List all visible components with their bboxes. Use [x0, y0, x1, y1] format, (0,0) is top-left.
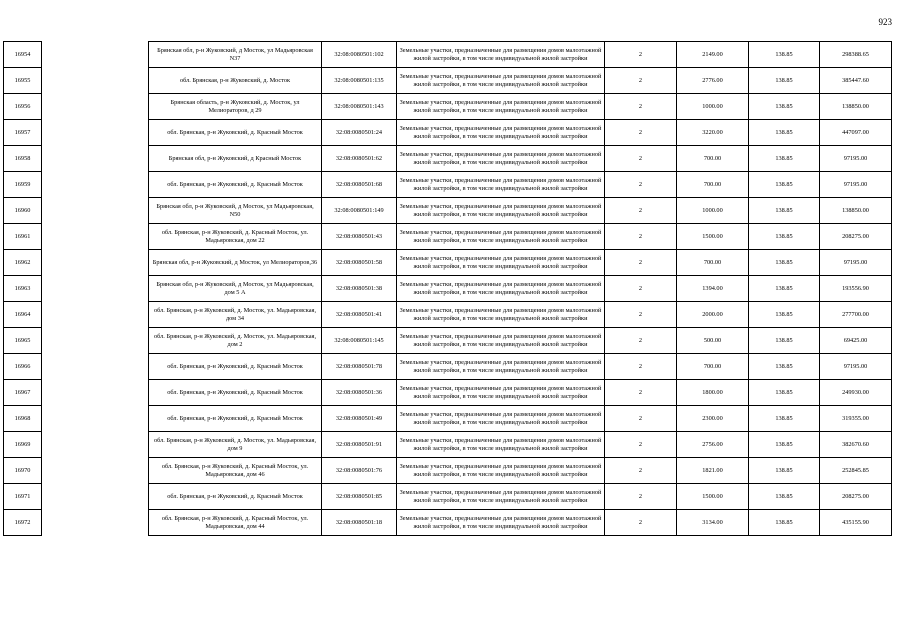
cell-cadastral-number: 32:08:0080501:102	[322, 42, 397, 68]
cell-area: 2756.00	[677, 432, 749, 458]
cell-area: 1821.00	[677, 458, 749, 484]
cell-spacer	[42, 120, 149, 146]
cell-permitted-use: Земельные участки, предназначенные для размещения домов малоэтажной жилой застройки, в том числе индивидуальной жилой застройки	[397, 146, 605, 172]
cell-address: обл. Брянская, р-н Жуковский, д. Мосток, ул. Мадьяровская, дом 9	[149, 432, 322, 458]
cell-cadastral-number: 32:08:0080501:43	[322, 224, 397, 250]
cell-cadastral-number: 32:08:0080501:78	[322, 354, 397, 380]
cell-area: 700.00	[677, 354, 749, 380]
cell-permitted-use: Земельные участки, предназначенные для размещения домов малоэтажной жилой застройки, в том числе индивидуальной жилой застройки	[397, 484, 605, 510]
cell-category: 2	[605, 484, 677, 510]
cell-category: 2	[605, 458, 677, 484]
land-registry-table	[3, 41, 892, 536]
cell-address: обл. Брянская, р-н Жуковский, д. Мосток, ул. Мадьяровская, дом 34	[149, 302, 322, 328]
table-row	[4, 406, 892, 432]
cell-specific-value: 138.85	[749, 198, 820, 224]
cell-permitted-use: Земельные участки, предназначенные для размещения домов малоэтажной жилой застройки, в том числе индивидуальной жилой застройки	[397, 68, 605, 94]
table-body	[4, 42, 892, 536]
cell-address: обл. Брянская, р-н Жуковский, д. Красный Мосток, ул. Мадьяровская, дом 44	[149, 510, 322, 536]
table-row	[4, 94, 892, 120]
cell-specific-value: 138.85	[749, 406, 820, 432]
cell-address: обл. Брянская, р-н Жуковский, д. Мосток	[149, 68, 322, 94]
cell-permitted-use: Земельные участки, предназначенные для размещения домов малоэтажной жилой застройки, в том числе индивидуальной жилой застройки	[397, 510, 605, 536]
cell-permitted-use: Земельные участки, предназначенные для размещения домов малоэтажной жилой застройки, в том числе индивидуальной жилой застройки	[397, 276, 605, 302]
cell-number: 16971	[4, 484, 42, 510]
cell-address: обл. Брянская, р-н Жуковский, д. Красный Мосток, ул. Мадьяровская, дом 46	[149, 458, 322, 484]
cell-specific-value: 138.85	[749, 510, 820, 536]
cell-number: 16955	[4, 68, 42, 94]
cell-spacer	[42, 484, 149, 510]
table-row	[4, 42, 892, 68]
cell-address: обл. Брянская, р-н Жуковский, д. Красный Мосток	[149, 172, 322, 198]
cell-cadastral-value: 319355.00	[820, 406, 892, 432]
cell-spacer	[42, 458, 149, 484]
table-row	[4, 380, 892, 406]
cell-cadastral-number: 32:08:0080501:38	[322, 276, 397, 302]
cell-cadastral-number: 32:08:0080501:41	[322, 302, 397, 328]
table-row	[4, 172, 892, 198]
cell-address: Брянская обл, р-н Жуковский, д Мосток, ул Мадьяровская, дом 5 А	[149, 276, 322, 302]
cell-cadastral-value: 193556.90	[820, 276, 892, 302]
cell-area: 2300.00	[677, 406, 749, 432]
cell-address: обл. Брянская, р-н Жуковский, д. Красный Мосток	[149, 120, 322, 146]
cell-cadastral-number: 32:08:0080501:145	[322, 328, 397, 354]
cell-category: 2	[605, 250, 677, 276]
cell-number: 16962	[4, 250, 42, 276]
cell-specific-value: 138.85	[749, 94, 820, 120]
cell-permitted-use: Земельные участки, предназначенные для размещения домов малоэтажной жилой застройки, в том числе индивидуальной жилой застройки	[397, 120, 605, 146]
cell-cadastral-number: 32:08:0080501:58	[322, 250, 397, 276]
cell-cadastral-value: 97195.00	[820, 354, 892, 380]
cell-address: обл. Брянская, р-н Жуковский, д. Красный Мосток	[149, 484, 322, 510]
cell-category: 2	[605, 302, 677, 328]
cell-category: 2	[605, 328, 677, 354]
table-row	[4, 432, 892, 458]
table-row	[4, 484, 892, 510]
cell-spacer	[42, 146, 149, 172]
cell-cadastral-value: 382670.60	[820, 432, 892, 458]
cell-specific-value: 138.85	[749, 302, 820, 328]
cell-specific-value: 138.85	[749, 458, 820, 484]
table-row	[4, 510, 892, 536]
cell-specific-value: 138.85	[749, 146, 820, 172]
cell-area: 2000.00	[677, 302, 749, 328]
cell-cadastral-value: 69425.00	[820, 328, 892, 354]
cell-cadastral-number: 32:08:0080501:18	[322, 510, 397, 536]
cell-category: 2	[605, 146, 677, 172]
cell-permitted-use: Земельные участки, предназначенные для размещения домов малоэтажной жилой застройки, в том числе индивидуальной жилой застройки	[397, 380, 605, 406]
cell-area: 1000.00	[677, 198, 749, 224]
cell-category: 2	[605, 380, 677, 406]
cell-permitted-use: Земельные участки, предназначенные для размещения домов малоэтажной жилой застройки, в том числе индивидуальной жилой застройки	[397, 458, 605, 484]
cell-permitted-use: Земельные участки, предназначенные для размещения домов малоэтажной жилой застройки, в том числе индивидуальной жилой застройки	[397, 328, 605, 354]
cell-area: 500.00	[677, 328, 749, 354]
cell-cadastral-value: 138850.00	[820, 94, 892, 120]
cell-category: 2	[605, 354, 677, 380]
cell-address: Брянская область, р-н Жуковский, д. Мосток, ул Мелиораторов, д 29	[149, 94, 322, 120]
cell-cadastral-value: 385447.60	[820, 68, 892, 94]
cell-area: 700.00	[677, 146, 749, 172]
cell-area: 3220.00	[677, 120, 749, 146]
cell-specific-value: 138.85	[749, 42, 820, 68]
table-row	[4, 302, 892, 328]
cell-cadastral-value: 138850.00	[820, 198, 892, 224]
cell-spacer	[42, 406, 149, 432]
cell-category: 2	[605, 120, 677, 146]
cell-cadastral-number: 32:08:0080501:91	[322, 432, 397, 458]
cell-cadastral-number: 32:08:0080501:143	[322, 94, 397, 120]
cell-spacer	[42, 68, 149, 94]
cell-spacer	[42, 302, 149, 328]
cell-permitted-use: Земельные участки, предназначенные для размещения домов малоэтажной жилой застройки, в том числе индивидуальной жилой застройки	[397, 94, 605, 120]
page-number: 923	[878, 17, 892, 27]
cell-spacer	[42, 250, 149, 276]
cell-area: 1800.00	[677, 380, 749, 406]
cell-number: 16970	[4, 458, 42, 484]
cell-category: 2	[605, 198, 677, 224]
table-row	[4, 120, 892, 146]
cell-cadastral-value: 97195.00	[820, 146, 892, 172]
cell-cadastral-number: 32:08:0080501:76	[322, 458, 397, 484]
cell-permitted-use: Земельные участки, предназначенные для размещения домов малоэтажной жилой застройки, в том числе индивидуальной жилой застройки	[397, 354, 605, 380]
cell-number: 16956	[4, 94, 42, 120]
cell-permitted-use: Земельные участки, предназначенные для размещения домов малоэтажной жилой застройки, в том числе индивидуальной жилой застройки	[397, 250, 605, 276]
cell-address: обл. Брянская, р-н Жуковский, д. Красный Мосток, ул. Мадьяровская, дом 22	[149, 224, 322, 250]
cell-address: обл. Брянская, р-н Жуковский, д. Красный Мосток	[149, 406, 322, 432]
cell-specific-value: 138.85	[749, 328, 820, 354]
cell-permitted-use: Земельные участки, предназначенные для размещения домов малоэтажной жилой застройки, в том числе индивидуальной жилой застройки	[397, 172, 605, 198]
cell-address: Брянская обл, р-н Жуковский, д Красный Мосток	[149, 146, 322, 172]
cell-cadastral-value: 97195.00	[820, 250, 892, 276]
cell-spacer	[42, 276, 149, 302]
cell-address: обл. Брянская, р-н Жуковский, д. Красный Мосток	[149, 354, 322, 380]
cell-permitted-use: Земельные участки, предназначенные для размещения домов малоэтажной жилой застройки, в том числе индивидуальной жилой застройки	[397, 42, 605, 68]
cell-number: 16964	[4, 302, 42, 328]
cell-cadastral-number: 32:08:0080501:135	[322, 68, 397, 94]
cell-number: 16966	[4, 354, 42, 380]
cell-spacer	[42, 328, 149, 354]
table-row	[4, 276, 892, 302]
cell-category: 2	[605, 68, 677, 94]
cell-specific-value: 138.85	[749, 276, 820, 302]
cell-specific-value: 138.85	[749, 68, 820, 94]
cell-category: 2	[605, 172, 677, 198]
cell-spacer	[42, 94, 149, 120]
cell-cadastral-value: 298388.65	[820, 42, 892, 68]
cell-spacer	[42, 432, 149, 458]
cell-permitted-use: Земельные участки, предназначенные для размещения домов малоэтажной жилой застройки, в том числе индивидуальной жилой застройки	[397, 224, 605, 250]
cell-number: 16967	[4, 380, 42, 406]
cell-spacer	[42, 42, 149, 68]
table-row	[4, 458, 892, 484]
cell-cadastral-value: 97195.00	[820, 172, 892, 198]
cell-address: обл. Брянская, р-н Жуковский, д. Красный Мосток	[149, 380, 322, 406]
cell-specific-value: 138.85	[749, 120, 820, 146]
cell-area: 1500.00	[677, 484, 749, 510]
cell-cadastral-value: 435155.90	[820, 510, 892, 536]
table-row	[4, 250, 892, 276]
cell-cadastral-number: 32:08:0080501:149	[322, 198, 397, 224]
cell-cadastral-value: 252845.85	[820, 458, 892, 484]
cell-category: 2	[605, 94, 677, 120]
cell-address: Брянская обл, р-н Жуковский, д Мосток, ул Мадьяровская N37	[149, 42, 322, 68]
cell-number: 16972	[4, 510, 42, 536]
cell-number: 16958	[4, 146, 42, 172]
cell-address: обл. Брянская, р-н Жуковский, д. Мосток, ул. Мадьяровская, дом 2	[149, 328, 322, 354]
table-row	[4, 198, 892, 224]
table-row	[4, 354, 892, 380]
cell-number: 16961	[4, 224, 42, 250]
cell-specific-value: 138.85	[749, 484, 820, 510]
cell-address: Брянская обл, р-н Жуковский, д Мосток, ул Мадьяровская, N50	[149, 198, 322, 224]
cell-permitted-use: Земельные участки, предназначенные для размещения домов малоэтажной жилой застройки, в том числе индивидуальной жилой застройки	[397, 406, 605, 432]
cell-permitted-use: Земельные участки, предназначенные для размещения домов малоэтажной жилой застройки, в том числе индивидуальной жилой застройки	[397, 302, 605, 328]
cell-category: 2	[605, 276, 677, 302]
cell-cadastral-value: 277700.00	[820, 302, 892, 328]
cell-area: 700.00	[677, 172, 749, 198]
cell-category: 2	[605, 224, 677, 250]
cell-category: 2	[605, 42, 677, 68]
cell-permitted-use: Земельные участки, предназначенные для размещения домов малоэтажной жилой застройки, в том числе индивидуальной жилой застройки	[397, 432, 605, 458]
cell-category: 2	[605, 510, 677, 536]
cell-number: 16960	[4, 198, 42, 224]
table-row	[4, 68, 892, 94]
cell-cadastral-number: 32:08:0080501:68	[322, 172, 397, 198]
cell-specific-value: 138.85	[749, 432, 820, 458]
cell-cadastral-number: 32:08:0080501:24	[322, 120, 397, 146]
cell-area: 1394.00	[677, 276, 749, 302]
cell-cadastral-number: 32:08:0080501:62	[322, 146, 397, 172]
cell-cadastral-number: 32:08:0080501:49	[322, 406, 397, 432]
table-row	[4, 146, 892, 172]
cell-address: Брянская обл, р-н Жуковский, д Мосток, ул Мелиораторов,36	[149, 250, 322, 276]
cell-number: 16963	[4, 276, 42, 302]
cell-spacer	[42, 380, 149, 406]
cell-area: 2149.00	[677, 42, 749, 68]
cell-spacer	[42, 224, 149, 250]
cell-area: 1000.00	[677, 94, 749, 120]
cell-specific-value: 138.85	[749, 380, 820, 406]
cell-number: 16957	[4, 120, 42, 146]
cell-area: 700.00	[677, 250, 749, 276]
cell-category: 2	[605, 432, 677, 458]
cell-specific-value: 138.85	[749, 354, 820, 380]
table-row	[4, 328, 892, 354]
cell-cadastral-value: 249930.00	[820, 380, 892, 406]
cell-specific-value: 138.85	[749, 172, 820, 198]
cell-category: 2	[605, 406, 677, 432]
cell-spacer	[42, 354, 149, 380]
cell-cadastral-number: 32:08:0080501:36	[322, 380, 397, 406]
cell-spacer	[42, 198, 149, 224]
cell-spacer	[42, 510, 149, 536]
cell-number: 16959	[4, 172, 42, 198]
cell-cadastral-number: 32:08:0080501:85	[322, 484, 397, 510]
table-row	[4, 224, 892, 250]
cell-area: 2776.00	[677, 68, 749, 94]
cell-number: 16969	[4, 432, 42, 458]
cell-specific-value: 138.85	[749, 224, 820, 250]
cell-cadastral-value: 208275.00	[820, 224, 892, 250]
cell-number: 16954	[4, 42, 42, 68]
cell-spacer	[42, 172, 149, 198]
cell-number: 16965	[4, 328, 42, 354]
cell-area: 1500.00	[677, 224, 749, 250]
cell-specific-value: 138.85	[749, 250, 820, 276]
cell-cadastral-value: 208275.00	[820, 484, 892, 510]
cell-number: 16968	[4, 406, 42, 432]
cell-cadastral-value: 447097.00	[820, 120, 892, 146]
cell-permitted-use: Земельные участки, предназначенные для размещения домов малоэтажной жилой застройки, в том числе индивидуальной жилой застройки	[397, 198, 605, 224]
cell-area: 3134.00	[677, 510, 749, 536]
